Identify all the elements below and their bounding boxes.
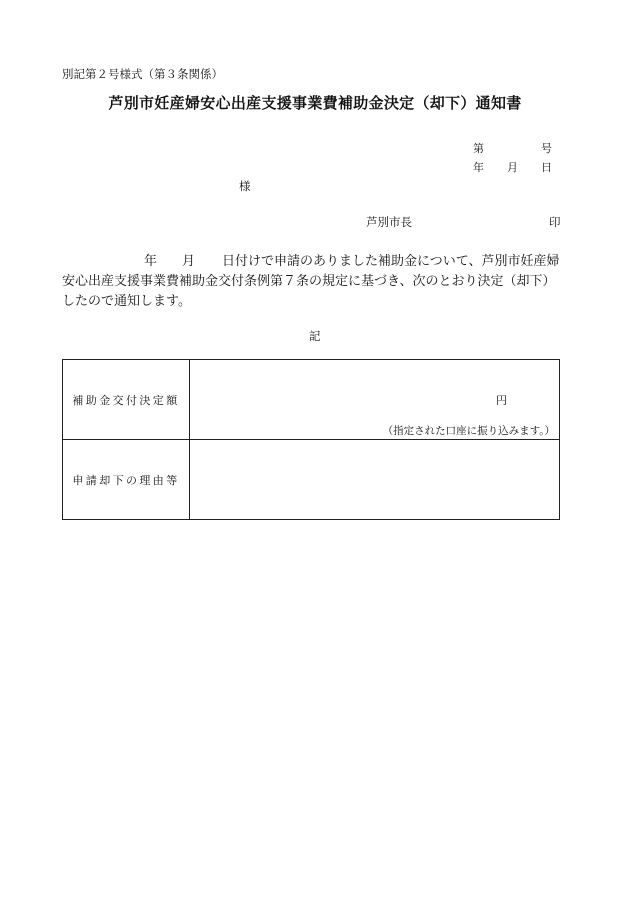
seal-mark: 印 (549, 215, 561, 229)
transfer-note: （指定された口座に振り込みます。） (382, 425, 555, 437)
number-suffix: 号 (541, 142, 552, 155)
number-prefix: 第 (473, 142, 484, 155)
body-paragraph-line-3: したので通知します。 (62, 294, 191, 309)
body-year: 年 (144, 254, 158, 269)
document-title: 芦別市妊産婦安心出産支援事業費補助金決定（却下）通知書 (108, 94, 522, 112)
rejection-reason-field[interactable] (190, 440, 560, 520)
body-paragraph-line-2: 安心出産支援事業費補助金交付条例第７条の規定に基づき、次のとおり決定（却下） (62, 274, 556, 289)
date-day: 日 (541, 161, 552, 174)
body-text-1: 日付けで申請のありました補助金について、芦別市妊産婦 (222, 254, 560, 269)
grant-amount-label: 補助金交付決定額 (63, 360, 190, 440)
addressee-suffix: 様 (239, 179, 251, 193)
table-row (63, 360, 560, 440)
rejection-reason-label: 申請却下の理由等 (63, 440, 190, 520)
issuer-name: 芦別市長 (366, 215, 412, 229)
form-number-label: 別記第２号様式（第３条関係） (62, 67, 223, 81)
yen-unit: 円 (496, 394, 507, 407)
grant-amount-field[interactable] (190, 360, 560, 440)
table-row (63, 440, 560, 520)
date-year: 年 (473, 161, 484, 174)
grant-table (62, 359, 560, 520)
date-month: 月 (507, 161, 518, 174)
ki-heading: 記 (309, 329, 321, 343)
body-month: 月 (182, 254, 196, 269)
